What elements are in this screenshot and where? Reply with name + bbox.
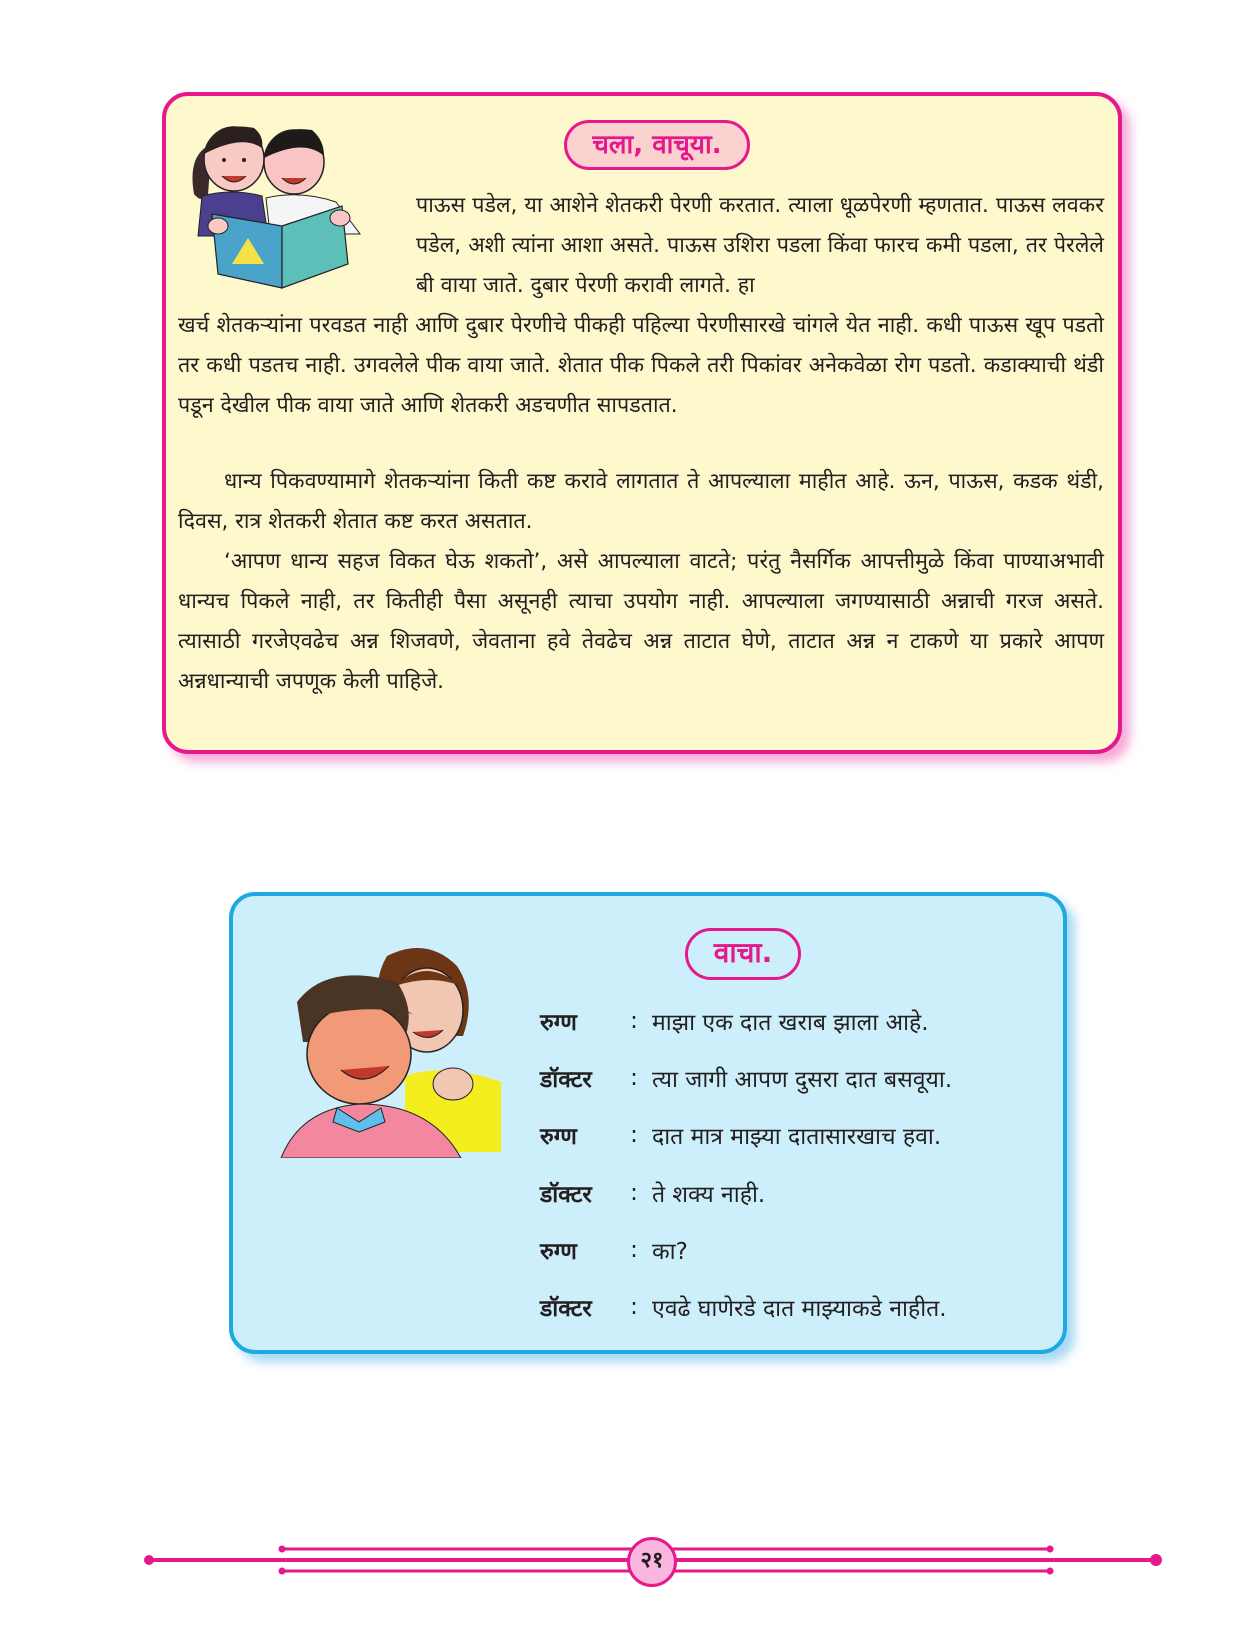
speech-text: त्या जागी आपण दुसरा दात बसवूया. [652,1066,953,1093]
boy-girl-illustration [277,936,501,1158]
paragraph-2: धान्य पिकवण्यामागे शेतकऱ्यांना किती कष्ट करावे लागतात ते आपल्याला माहीत आहे. ऊन, पाऊस, कडक थंडी, दिवस, रात्र शेतकरी शेतात कष्ट करत असतात. [178,469,1104,534]
dialog-list [540,992,952,1336]
separator: : [630,1236,638,1263]
reading-passage-card [162,92,1122,754]
paragraph-3: ‘आपण धान्य सहज विकत घेऊ शकतो’, असे आपल्याला वाटते; परंतु नैसर्गिक आपत्तीमुळे किंवा पाण्याअभावी धान्यच पिकले नाही, तर कितीही पैसा असूनही त्याचा उपयोग नाही. आपल्याला जगण्यासाठी अन्नाची गरज असते. त्यासाठी गरजेएवढेच अन्न शिजवणे, जेवताना हवे तेवढेच अन्न ताटात घेणे, ताटात अन्न न टाकणे या प्रकारे आपण अन्नधान्याची जपणूक केली पाहिजे. [178,549,1104,694]
speaker-label: रुग्ण [540,1009,577,1036]
speech-text: दात मात्र माझ्या दातासारखाच हवा. [652,1124,942,1151]
dialog-line [540,1221,952,1278]
separator: : [630,1294,638,1321]
speech-text: का? [652,1238,688,1265]
speaker-label: डॉक्टर [540,1066,592,1093]
paragraph-1-continued: खर्च शेतकऱ्यांना परवडत नाही आणि दुबार पेरणीचे पीकही पहिल्या पेरणीसारखे चांगले येत नाही. कधी पाऊस खूप पडतो तर कधी पडतच नाही. उगवलेले पीक वाया जाते. शेतात पीक पिकले तरी पिकांवर अनेकवेळा रोग पडतो. कडाक्याची थंडी पडून देखील पीक वाया जाते आणि शेतकरी अडचणीत सापडतात. [178,313,1104,418]
speaker-label: डॉक्टर [540,1296,592,1323]
paragraph-1-intro: पाऊस पडेल, या आशेने शेतकरी पेरणी करतात. त्याला धूळपेरणी म्हणतात. पाऊस लवकर पडेल, अशी त्यांना आशा असते. पाऊस उशिरा पडला किंवा फारच कमी पडला, तर पेरलेले बी वाया जाते. दुबार पेरणी करावी लागते. हा [416,193,1104,298]
dialog-line [540,1278,952,1335]
separator: : [630,1179,638,1206]
dialog-line [540,1164,952,1221]
speech-text: माझा एक दात खराब झाला आहे. [652,1009,929,1036]
dialog-line [540,1107,952,1164]
speaker-label: रुग्ण [540,1124,577,1151]
separator: : [630,1064,638,1091]
dialog-card [229,892,1067,1354]
section-title-pill: चला, वाचूया. [564,120,750,170]
separator: : [630,1007,638,1034]
children-reading-illustration [182,114,382,292]
separator: : [630,1122,638,1149]
speech-text: एवढे घाणेरडे दात माझ्याकडे नाहीत. [652,1296,947,1323]
speaker-label: रुग्ण [540,1238,577,1265]
section-title-pill: वाचा. [685,928,801,980]
speaker-label: डॉक्टर [540,1181,592,1208]
speech-text: ते शक्य नाही. [652,1181,766,1208]
page-number: २१ [627,1537,677,1587]
dialog-line [540,1049,952,1106]
dialog-line [540,992,952,1049]
